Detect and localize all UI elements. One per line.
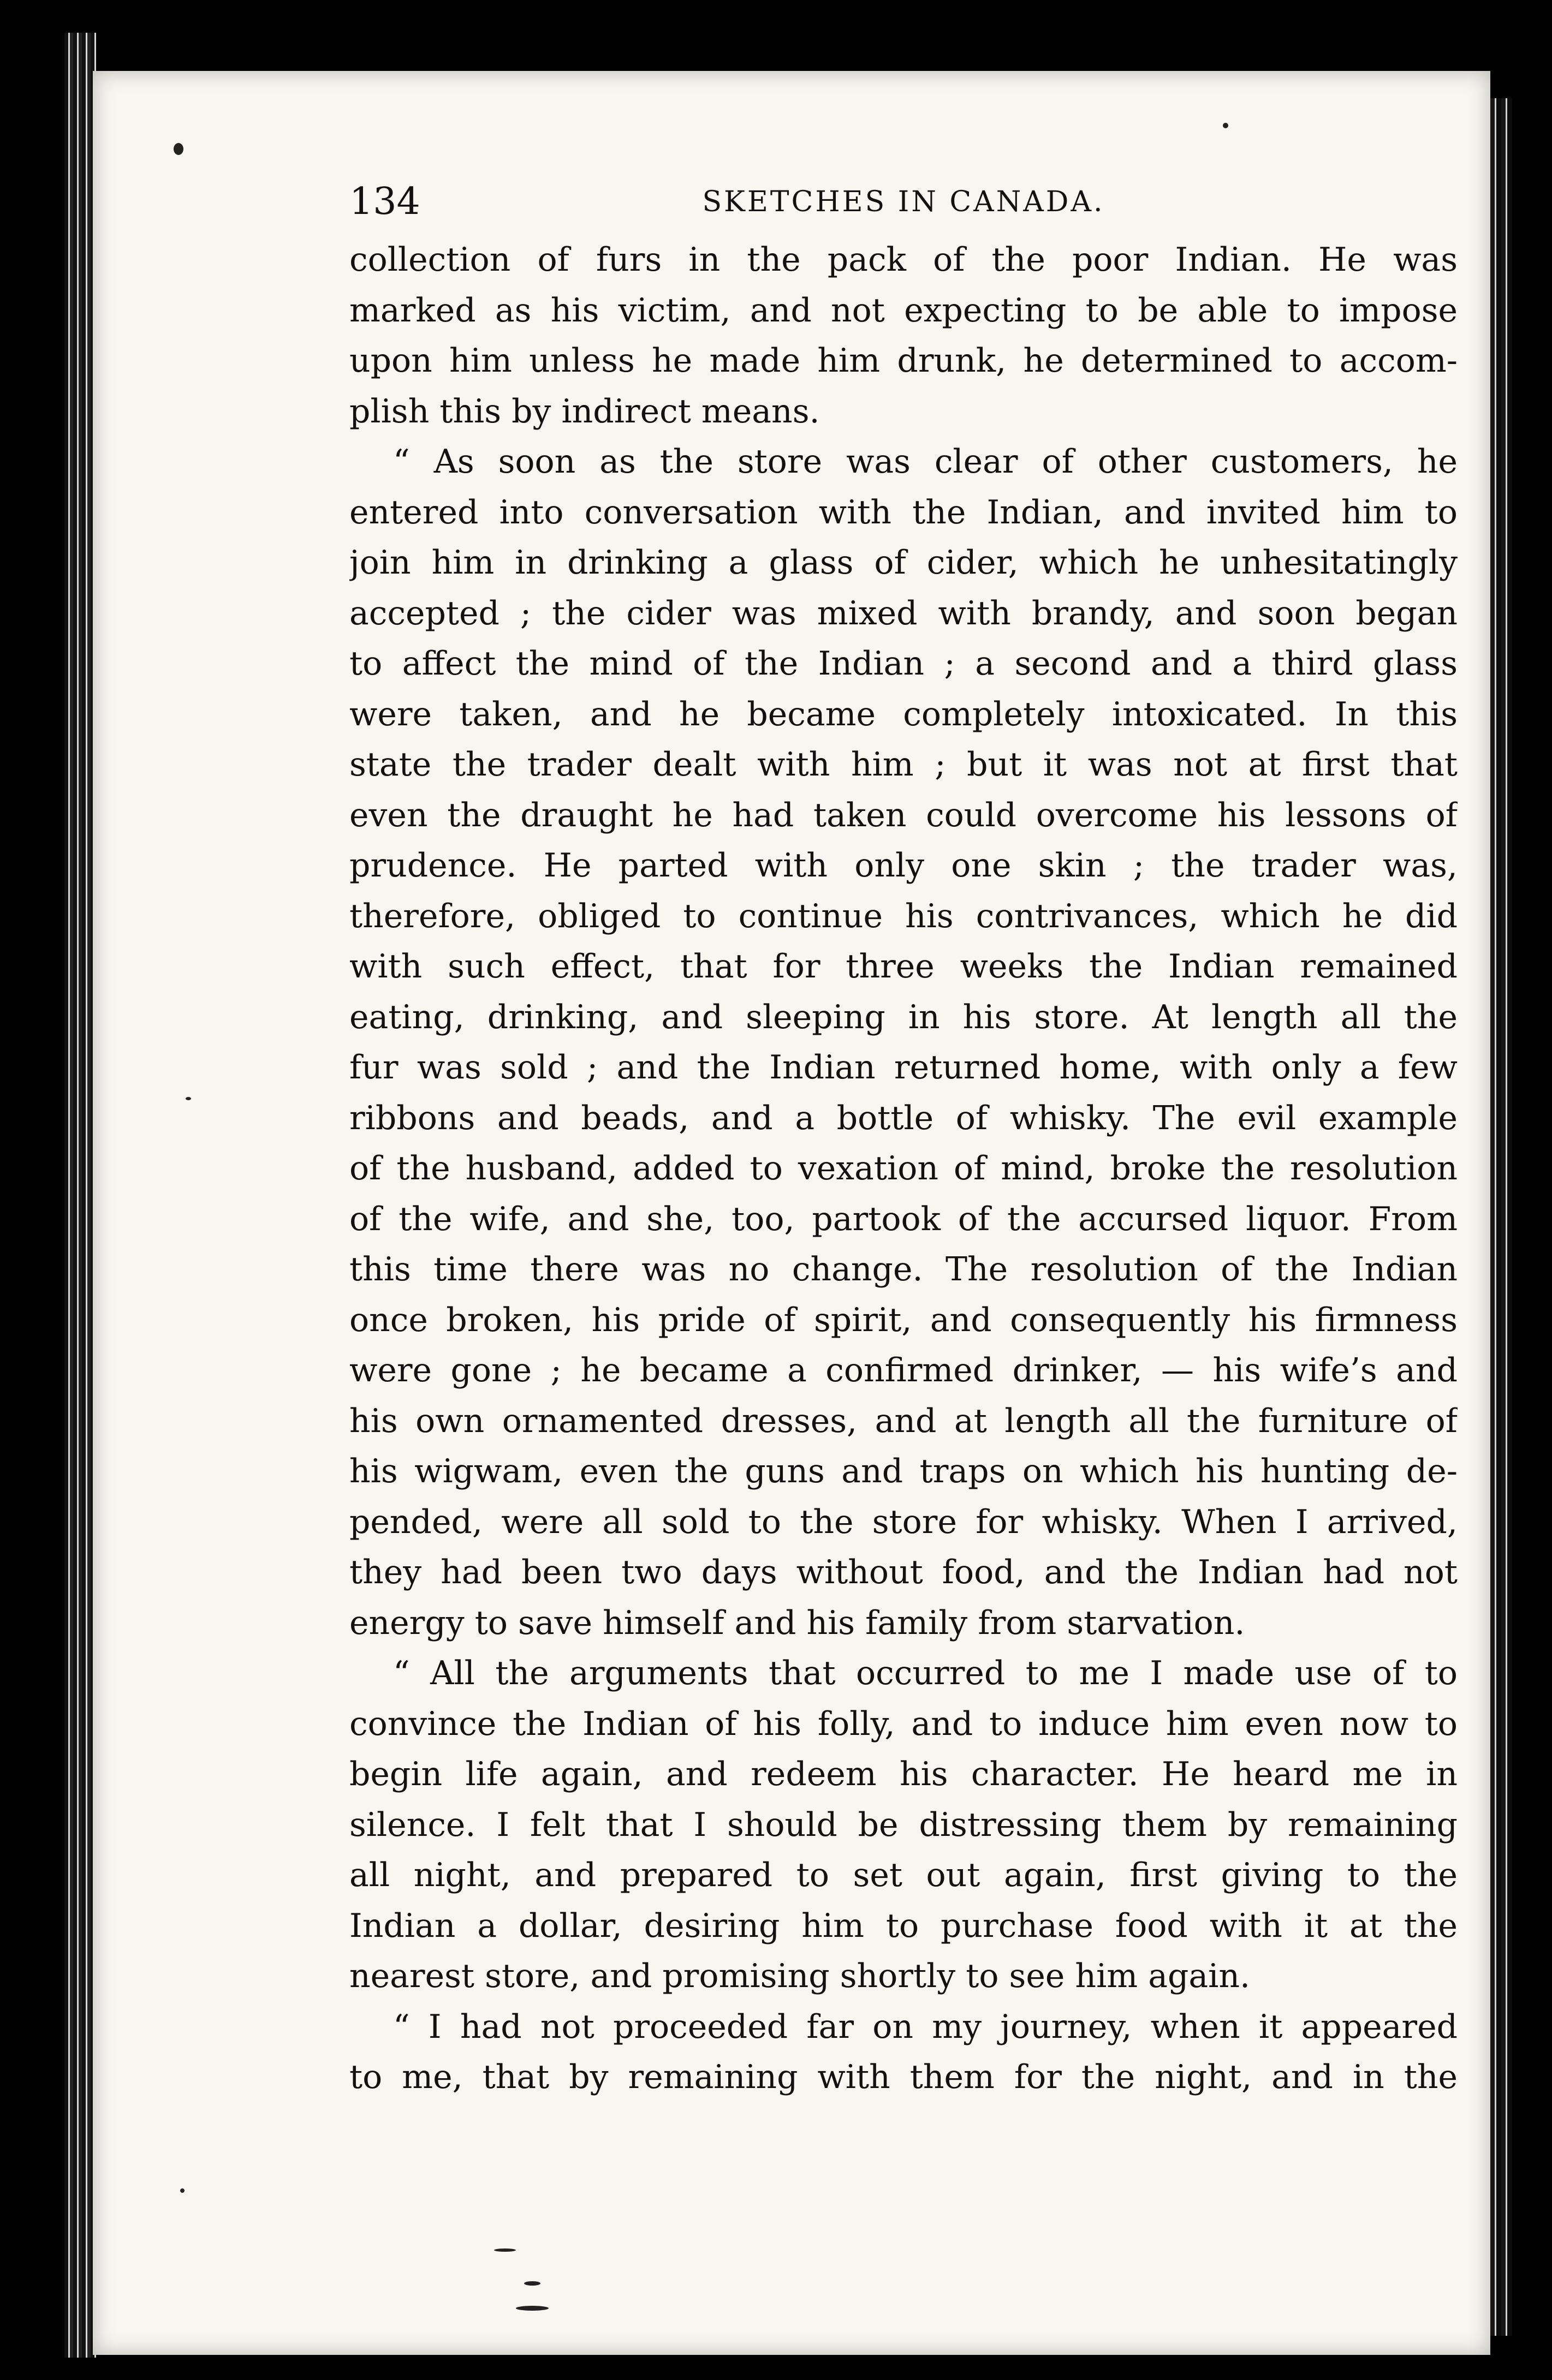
text-line: entered into conversation with the Indian, and invited him to: [349, 493, 1458, 532]
text-line: all night, and prepared to set out again, first giving to the: [349, 1856, 1458, 1894]
speck-mark: [180, 2188, 185, 2193]
text-line: plish this by indirect means.: [349, 392, 820, 431]
text-line: nearest store, and promising shortly to see him again.: [349, 1957, 1251, 1995]
text-line: eating, drinking, and sleeping in his store. At length all the: [349, 998, 1458, 1036]
text-line: energy to save himself and his family from starvation.: [349, 1603, 1245, 1642]
text-line: upon him unless he made him drunk, he determined to accom-: [349, 342, 1458, 380]
text-line: were taken, and he became completely intoxicated. In this: [349, 695, 1458, 733]
text-line: begin life again, and redeem his character. He heard me in: [349, 1755, 1458, 1793]
text-line: marked as his victim, and not expecting to be able to impose: [349, 291, 1458, 330]
running-head: SKETCHES IN CANADA.: [702, 186, 1105, 218]
speck-mark: [186, 1097, 191, 1100]
page-text: [349, 169, 1458, 2103]
text-line: state the trader dealt with him ; but it was not at first that: [349, 745, 1458, 784]
text-line: “ As soon as the store was clear of other customers, he: [393, 443, 1458, 481]
text-line: prudence. He parted with only one skin ; the trader was,: [349, 846, 1458, 885]
page-number: 134: [349, 180, 420, 223]
text-line: pended, were all sold to the store for whisky. When I arrived,: [349, 1502, 1458, 1541]
text-line: “ I had not proceeded far on my journey, when it appeared: [393, 2007, 1458, 2046]
book-spine-edge: [64, 33, 96, 2358]
speck-mark: [524, 2281, 540, 2286]
text-line: collection of furs in the pack of the poor Indian. He was: [349, 241, 1458, 279]
text-line: were gone ; he became a confirmed drinker, — his wife’s and: [349, 1351, 1458, 1389]
speck-mark: [174, 143, 183, 155]
text-line: join him in drinking a glass of cider, which he unhesitatingly: [349, 544, 1458, 582]
text-line: even the draught he had taken could overcome his lessons of: [349, 796, 1458, 834]
text-line: with such effect, that for three weeks the Indian remained: [349, 947, 1458, 986]
text-line: silence. I felt that I should be distressing them by remaining: [349, 1805, 1458, 1844]
speck-mark: [516, 2306, 549, 2311]
text-line: of the husband, added to vexation of mind, broke the resolution: [349, 1149, 1458, 1188]
text-line: “ All the arguments that occurred to me I made use of to: [393, 1654, 1458, 1692]
text-line: they had been two days without food, and the Indian had not: [349, 1553, 1458, 1591]
text-line: this time there was no change. The resolution of the Indian: [349, 1250, 1458, 1289]
page-edge: [1490, 98, 1512, 2336]
text-line: his wigwam, even the guns and traps on which his hunting de-: [349, 1452, 1458, 1490]
text-line: accepted ; the cider was mixed with brandy, and soon began: [349, 594, 1458, 633]
text-line: fur was sold ; and the Indian returned home, with only a few: [349, 1048, 1458, 1087]
text-line: to me, that by remaining with them for the night, and in the: [349, 2058, 1458, 2096]
text-line: his own ornamented dresses, and at length all the furniture of: [349, 1401, 1458, 1440]
speck-mark: [494, 2248, 516, 2252]
text-line: to affect the mind of the Indian ; a second and a third glass: [349, 645, 1458, 683]
text-line: convince the Indian of his folly, and to induce him even now to: [349, 1704, 1458, 1743]
text-line: ribbons and beads, and a bottle of whisky. The evil example: [349, 1099, 1458, 1137]
page-header: [349, 169, 1458, 235]
speck-mark: [1223, 123, 1228, 128]
text-line: of the wife, and she, too, partook of the accursed liquor. From: [349, 1200, 1458, 1238]
text-line: Indian a dollar, desiring him to purchase food with it at the: [349, 1906, 1458, 1945]
body-text: [349, 235, 1458, 2103]
text-line: once broken, his pride of spirit, and consequently his firmness: [349, 1301, 1458, 1339]
text-line: therefore, obliged to continue his contrivances, which he did: [349, 897, 1458, 935]
